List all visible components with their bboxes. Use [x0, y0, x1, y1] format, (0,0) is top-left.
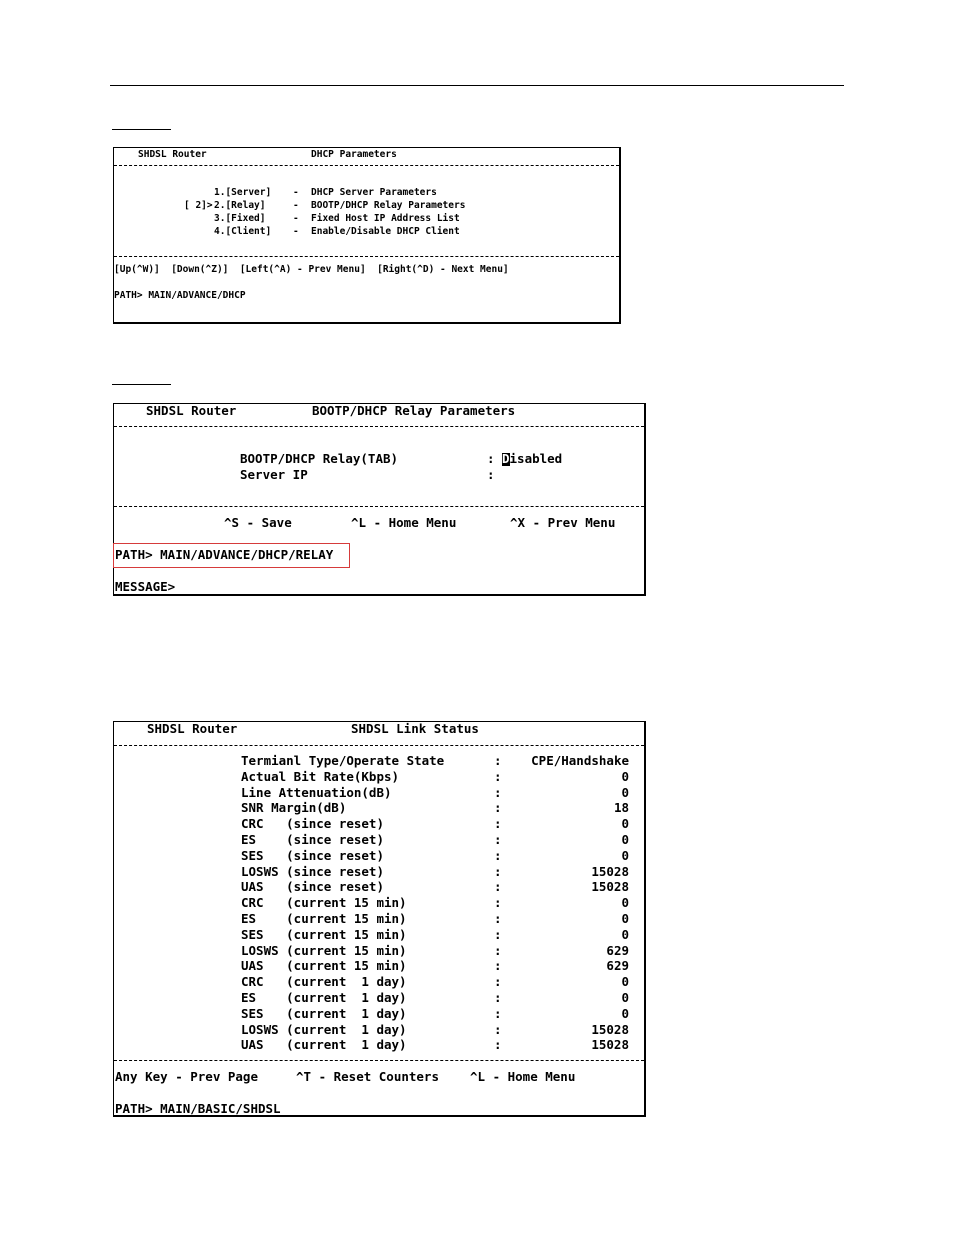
status-label: SNR Margin(dB): [241, 800, 347, 815]
status-label: Line Attenuation(dB): [241, 785, 392, 800]
status-label: CRC (since reset): [241, 816, 384, 831]
header-separator: [114, 426, 644, 427]
status-colon: :: [494, 990, 502, 1005]
screen-title-left: SHDSL Router: [146, 403, 237, 418]
server-ip-colon: :: [487, 467, 495, 482]
status-label: SES (current 15 min): [241, 927, 407, 942]
status-colon: :: [494, 927, 502, 942]
prev-page-command[interactable]: Any Key - Prev Page: [115, 1069, 258, 1084]
status-colon: :: [494, 816, 502, 831]
path-line: PATH> MAIN/BASIC/SHDSL: [115, 1101, 281, 1116]
home-menu-command[interactable]: ^L - Home Menu: [470, 1069, 576, 1084]
status-value: 15028: [591, 1022, 629, 1037]
menu-item-dash: -: [293, 213, 299, 224]
status-value: 0: [621, 1006, 629, 1021]
status-label: UAS (current 1 day): [241, 1037, 407, 1052]
relay-field-colon: :: [487, 451, 495, 466]
status-value: 0: [621, 927, 629, 942]
status-value: 15028: [591, 1037, 629, 1052]
status-label: ES (since reset): [241, 832, 384, 847]
menu-item-description: Enable/Disable DHCP Client: [311, 226, 460, 237]
message-line: MESSAGE>: [115, 579, 176, 594]
status-value: 0: [621, 769, 629, 784]
screen-title-left: SHDSL Router: [147, 721, 238, 736]
status-colon: :: [494, 1022, 502, 1037]
status-colon: :: [494, 753, 502, 768]
terminal-screen-shdsl-link-status: [113, 721, 646, 1117]
status-label: Actual Bit Rate(Kbps): [241, 769, 400, 784]
path-line: PATH> MAIN/ADVANCE/DHCP: [114, 290, 246, 301]
status-label: LOSWS (since reset): [241, 864, 384, 879]
status-colon: :: [494, 832, 502, 847]
reset-counters-command[interactable]: ^T - Reset Counters: [296, 1069, 439, 1084]
server-ip-input[interactable]: [502, 469, 622, 483]
status-colon: :: [494, 1006, 502, 1021]
relay-value-text: isabled: [509, 451, 563, 466]
status-value: 0: [621, 785, 629, 800]
text-cursor: D: [502, 451, 510, 466]
menu-item-key[interactable]: 3.[Fixed]: [214, 213, 266, 224]
status-colon: :: [494, 911, 502, 926]
menu-item-key[interactable]: 2.[Relay]: [214, 200, 266, 211]
menu-item-key[interactable]: 1.[Server]: [214, 187, 272, 198]
status-label: Termianl Type/Operate State: [241, 753, 445, 768]
menu-selection-marker: [ 2]>: [184, 200, 213, 211]
status-colon: :: [494, 958, 502, 973]
footer-separator: [114, 256, 619, 257]
status-colon: :: [494, 769, 502, 784]
status-label: SES (since reset): [241, 848, 384, 863]
page-top-rule: [110, 85, 844, 86]
status-value: 0: [621, 911, 629, 926]
prev-menu-command[interactable]: ^X - Prev Menu: [510, 515, 616, 530]
screen-title-left: SHDSL Router: [138, 149, 207, 160]
status-colon: :: [494, 785, 502, 800]
status-colon: :: [494, 895, 502, 910]
status-value: 0: [621, 848, 629, 863]
status-value: 0: [621, 816, 629, 831]
screen-title-right: SHDSL Link Status: [351, 721, 479, 736]
status-value: 0: [621, 832, 629, 847]
status-label: ES (current 1 day): [241, 990, 407, 1005]
menu-item-key[interactable]: 4.[Client]: [214, 226, 272, 237]
save-command[interactable]: ^S - Save: [224, 515, 292, 530]
status-colon: :: [494, 864, 502, 879]
screen-title-right: BOOTP/DHCP Relay Parameters: [312, 403, 516, 418]
menu-item-dash: -: [293, 187, 299, 198]
footer-separator: [114, 506, 644, 507]
header-separator: [114, 165, 619, 166]
status-value: 0: [621, 990, 629, 1005]
status-label: LOSWS (current 1 day): [241, 1022, 407, 1037]
screen-title-right: DHCP Parameters: [311, 149, 397, 160]
figure-label-underline-2: [112, 384, 171, 385]
status-colon: :: [494, 1037, 502, 1052]
menu-item-description: Fixed Host IP Address List: [311, 213, 460, 224]
status-label: ES (current 15 min): [241, 911, 407, 926]
path-line: PATH> MAIN/ADVANCE/DHCP/RELAY: [115, 547, 334, 562]
status-colon: :: [494, 974, 502, 989]
status-label: CRC (current 15 min): [241, 895, 407, 910]
relay-field-value[interactable]: [502, 453, 562, 466]
footer-separator: [114, 1060, 644, 1061]
menu-item-description: BOOTP/DHCP Relay Parameters: [311, 200, 466, 211]
status-value: 0: [621, 895, 629, 910]
menu-item-dash: -: [293, 200, 299, 211]
menu-item-description: DHCP Server Parameters: [311, 187, 437, 198]
menu-item-dash: -: [293, 226, 299, 237]
status-value: 18: [613, 800, 629, 815]
status-colon: :: [494, 848, 502, 863]
status-value: CPE/Handshake: [531, 753, 629, 768]
terminal-screen-dhcp-parameters: [113, 147, 621, 324]
status-colon: :: [494, 800, 502, 815]
status-label: CRC (current 1 day): [241, 974, 407, 989]
header-separator: [114, 745, 644, 746]
figure-label-underline-1: [112, 129, 171, 130]
server-ip-label: Server IP: [240, 467, 308, 482]
home-menu-command[interactable]: ^L - Home Menu: [351, 515, 457, 530]
status-value: 629: [606, 958, 629, 973]
status-value: 629: [606, 943, 629, 958]
status-value: 0: [621, 974, 629, 989]
status-colon: :: [494, 879, 502, 894]
path-highlight-box: [113, 543, 350, 568]
status-label: UAS (since reset): [241, 879, 384, 894]
status-label: LOSWS (current 15 min): [241, 943, 407, 958]
status-colon: :: [494, 943, 502, 958]
navigation-hints: [Up(^W)] [Down(^Z)] [Left(^A) - Prev Menu] [Right(^D) - Next Menu]: [114, 264, 509, 275]
status-label: UAS (current 15 min): [241, 958, 407, 973]
relay-field-label: BOOTP/DHCP Relay(TAB): [240, 451, 399, 466]
status-label: SES (current 1 day): [241, 1006, 407, 1021]
status-value: 15028: [591, 864, 629, 879]
status-value: 15028: [591, 879, 629, 894]
